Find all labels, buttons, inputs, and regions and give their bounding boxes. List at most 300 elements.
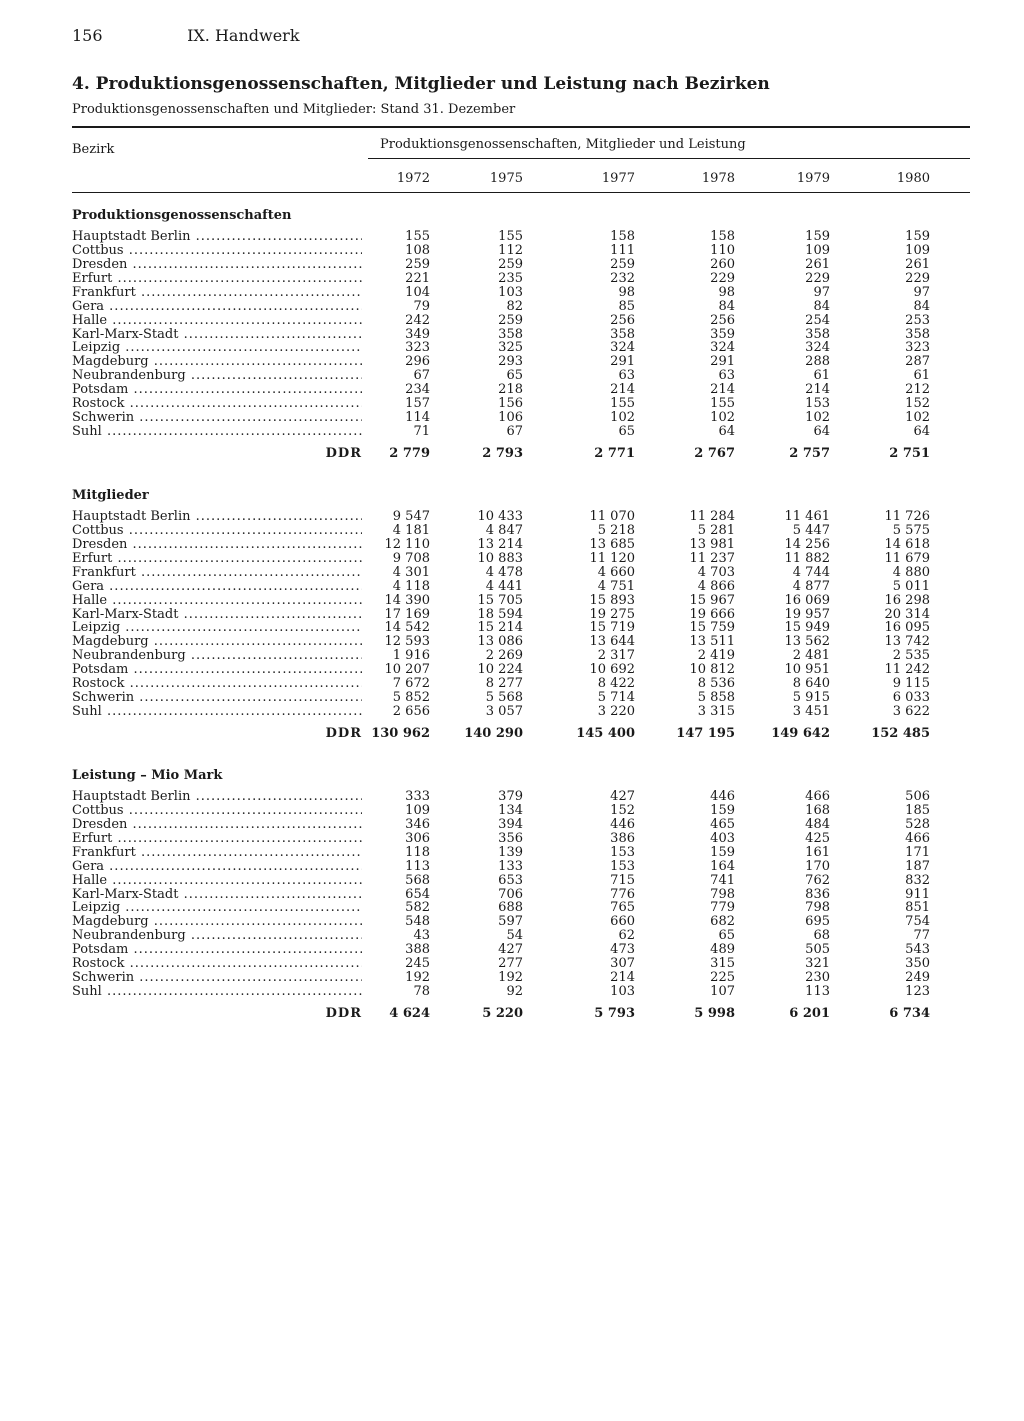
bezirk-name: Hauptstadt Berlin ..... <box>72 790 362 804</box>
table-cell: 229 <box>905 270 930 286</box>
table-cell: 16 298 <box>884 592 930 608</box>
table-cell: 323 <box>905 340 930 356</box>
table-cell: 11 882 <box>784 550 830 566</box>
table-cell: 153 <box>805 396 830 412</box>
table-cell: 256 <box>710 312 735 328</box>
table-cell: 446 <box>710 789 735 804</box>
table-cell: 13 981 <box>689 536 735 552</box>
table-cell: 64 <box>813 424 830 440</box>
table-cell: 2 656 <box>392 704 430 720</box>
table-cell: 3 451 <box>792 704 830 720</box>
table-cell: 157 <box>405 396 430 412</box>
bezirk-name: Magdeburg ..... <box>72 355 362 369</box>
table-cell: 65 <box>506 368 523 384</box>
table-cell: 358 <box>905 326 930 342</box>
table-cell: 11 284 <box>689 509 735 524</box>
table-cell: 1 916 <box>392 648 430 664</box>
table-row <box>0 832 1024 846</box>
table-cell: 13 086 <box>477 634 523 650</box>
table-cell: 765 <box>610 900 635 916</box>
table-cell: 4 877 <box>792 578 830 594</box>
table-cell: 85 <box>618 298 635 314</box>
table-cell: 379 <box>498 789 523 804</box>
table-cell: 65 <box>718 928 735 944</box>
table-cell: 98 <box>718 284 735 300</box>
table-cell: 427 <box>610 789 635 804</box>
table-row <box>0 524 1024 538</box>
total-cell: 2 771 <box>594 445 635 461</box>
table-cell: 171 <box>905 844 930 860</box>
table-row <box>0 915 1024 929</box>
table-cell: 102 <box>710 410 735 426</box>
table-cell: 229 <box>710 270 735 286</box>
table-cell: 187 <box>905 858 930 874</box>
table-cell: 232 <box>610 270 635 286</box>
table-cell: 103 <box>610 984 635 1000</box>
table-cell: 653 <box>498 872 523 888</box>
table-cell: 425 <box>805 830 830 846</box>
table-cell: 98 <box>618 284 635 300</box>
table-cell: 2 317 <box>597 648 635 664</box>
table-row <box>0 510 1024 524</box>
table-cell: 6 033 <box>892 690 930 706</box>
table-cell: 13 511 <box>689 634 735 650</box>
bezirk-name: Frankfurt ..... <box>72 566 362 580</box>
total-cell: 149 642 <box>771 725 830 741</box>
table-row <box>0 929 1024 943</box>
table-cell: 185 <box>905 802 930 818</box>
table-cell: 259 <box>498 256 523 272</box>
table-cell: 11 242 <box>884 662 930 678</box>
table-cell: 13 742 <box>884 634 930 650</box>
total-cell: 2 757 <box>789 445 830 461</box>
total-cell: 4 624 <box>389 1005 430 1021</box>
table-cell: 13 685 <box>589 536 635 552</box>
table-cell: 597 <box>498 914 523 930</box>
table-cell: 394 <box>498 816 523 832</box>
table-cell: 92 <box>506 984 523 1000</box>
table-row <box>0 860 1024 874</box>
table-cell: 155 <box>710 396 735 412</box>
table-row <box>0 397 1024 411</box>
total-cell: 5 998 <box>694 1005 735 1021</box>
table-cell: 15 967 <box>689 592 735 608</box>
table-cell: 12 110 <box>384 536 430 552</box>
total-cell: 140 290 <box>464 725 523 741</box>
table-cell: 159 <box>805 229 830 244</box>
table-cell: 159 <box>710 802 735 818</box>
chapter-title: IX. Handwerk <box>187 26 300 45</box>
table-cell: 103 <box>498 284 523 300</box>
table-cell: 104 <box>405 284 430 300</box>
bezirk-name: Cottbus ..... <box>72 524 362 538</box>
total-cell: 130 962 <box>371 725 430 741</box>
table-cell: 17 169 <box>384 606 430 622</box>
table-cell: 153 <box>610 858 635 874</box>
bezirk-name: Neubrandenburg ..... <box>72 649 362 663</box>
bezirk-name: Karl-Marx-Stadt ..... <box>72 328 362 342</box>
table-row <box>0 580 1024 594</box>
total-cell: 6 734 <box>889 1005 930 1021</box>
table-cell: 15 214 <box>477 620 523 636</box>
table-row <box>0 663 1024 677</box>
table-subtitle: Produktionsgenossenschaften und Mitglieder: Stand 31. Dezember <box>72 102 516 117</box>
table-cell: 350 <box>905 956 930 972</box>
table-row <box>0 888 1024 902</box>
bezirk-name: Dresden ..... <box>72 818 362 832</box>
table-cell: 288 <box>805 354 830 370</box>
table-cell: 8 536 <box>697 676 735 692</box>
table-cell: 11 237 <box>689 550 735 566</box>
year-header: 1980 <box>896 171 930 186</box>
bezirk-name: Gera ..... <box>72 580 362 594</box>
table-row <box>0 608 1024 622</box>
table-cell: 63 <box>618 368 635 384</box>
table-cell: 84 <box>813 298 830 314</box>
table-cell: 427 <box>498 942 523 958</box>
table-cell: 61 <box>913 368 930 384</box>
table-cell: 403 <box>710 830 735 846</box>
table-row <box>0 705 1024 719</box>
table-row <box>0 635 1024 649</box>
bezirk-name: Schwerin ..... <box>72 411 362 425</box>
bezirk-name: Halle ..... <box>72 594 362 608</box>
table-cell: 242 <box>405 312 430 328</box>
table-cell: 79 <box>413 298 430 314</box>
bezirk-name: Cottbus ..... <box>72 244 362 258</box>
table-cell: 254 <box>805 312 830 328</box>
table-cell: 11 726 <box>884 509 930 524</box>
table-cell: 134 <box>498 802 523 818</box>
table-cell: 798 <box>805 900 830 916</box>
year-header: 1975 <box>489 171 523 186</box>
bezirk-name: Erfurt ..... <box>72 832 362 846</box>
table-cell: 5 575 <box>892 522 930 538</box>
table-cell: 108 <box>405 242 430 258</box>
table-cell: 5 568 <box>485 690 523 706</box>
table-cell: 15 759 <box>689 620 735 636</box>
table-cell: 112 <box>498 242 523 258</box>
total-row <box>0 1007 1024 1021</box>
table-cell: 168 <box>805 802 830 818</box>
table-cell: 19 957 <box>784 606 830 622</box>
table-row <box>0 971 1024 985</box>
table-cell: 84 <box>913 298 930 314</box>
bezirk-name: Karl-Marx-Stadt ..... <box>72 608 362 622</box>
table-cell: 466 <box>905 830 930 846</box>
table-cell: 15 949 <box>784 620 830 636</box>
table-cell: 71 <box>413 424 430 440</box>
table-cell: 466 <box>805 789 830 804</box>
table-row <box>0 594 1024 608</box>
table-cell: 230 <box>805 970 830 986</box>
total-row <box>0 727 1024 741</box>
table-cell: 548 <box>405 914 430 930</box>
table-row <box>0 411 1024 425</box>
table-cell: 5 714 <box>597 690 635 706</box>
table-cell: 77 <box>913 928 930 944</box>
table-cell: 489 <box>710 942 735 958</box>
year-header: 1977 <box>601 171 635 186</box>
total-label: DDR <box>325 1005 362 1021</box>
table-cell: 291 <box>710 354 735 370</box>
table-cell: 155 <box>610 396 635 412</box>
total-cell: 2 751 <box>889 445 930 461</box>
total-row <box>0 447 1024 461</box>
table-cell: 762 <box>805 872 830 888</box>
table-cell: 5 915 <box>792 690 830 706</box>
table-cell: 5 858 <box>697 690 735 706</box>
total-label: DDR <box>325 725 362 741</box>
total-cell: 6 201 <box>789 1005 830 1021</box>
table-row <box>0 901 1024 915</box>
table-cell: 346 <box>405 816 430 832</box>
table-cell: 110 <box>710 242 735 258</box>
table-cell: 9 708 <box>392 550 430 566</box>
table-cell: 4 478 <box>485 564 523 580</box>
table-cell: 107 <box>710 984 735 1000</box>
table-cell: 97 <box>913 284 930 300</box>
table-cell: 5 852 <box>392 690 430 706</box>
total-cell: 145 400 <box>576 725 635 741</box>
table-cell: 214 <box>805 382 830 398</box>
table-cell: 67 <box>506 424 523 440</box>
year-header: 1979 <box>796 171 830 186</box>
table-cell: 153 <box>610 844 635 860</box>
table-row <box>0 244 1024 258</box>
bezirk-name: Cottbus ..... <box>72 804 362 818</box>
table-cell: 4 181 <box>392 522 430 538</box>
table-cell: 11 679 <box>884 550 930 566</box>
table-row <box>0 943 1024 957</box>
table-cell: 10 433 <box>477 509 523 524</box>
table-cell: 16 095 <box>884 620 930 636</box>
table-cell: 277 <box>498 956 523 972</box>
table-cell: 67 <box>413 368 430 384</box>
table-cell: 43 <box>413 928 430 944</box>
table-cell: 8 277 <box>485 676 523 692</box>
table-cell: 221 <box>405 270 430 286</box>
table-cell: 158 <box>710 229 735 244</box>
total-cell: 5 793 <box>594 1005 635 1021</box>
table-cell: 5 281 <box>697 522 735 538</box>
table-cell: 164 <box>710 858 735 874</box>
bezirk-name: Potsdam ..... <box>72 663 362 677</box>
table-row <box>0 286 1024 300</box>
table-cell: 18 594 <box>477 606 523 622</box>
table-cell: 19 275 <box>589 606 635 622</box>
table-cell: 97 <box>813 284 830 300</box>
table-cell: 152 <box>905 396 930 412</box>
column-header-bezirk: Bezirk <box>72 142 115 157</box>
total-cell: 2 767 <box>694 445 735 461</box>
table-cell: 358 <box>610 326 635 342</box>
table-row <box>0 258 1024 272</box>
table-row <box>0 230 1024 244</box>
table-cell: 4 660 <box>597 564 635 580</box>
table-row <box>0 369 1024 383</box>
table-cell: 333 <box>405 789 430 804</box>
bezirk-name: Halle ..... <box>72 314 362 328</box>
bezirk-name: Karl-Marx-Stadt ..... <box>72 888 362 902</box>
table-cell: 832 <box>905 872 930 888</box>
table-cell: 4 847 <box>485 522 523 538</box>
table-cell: 528 <box>905 816 930 832</box>
table-cell: 851 <box>905 900 930 916</box>
table-cell: 245 <box>405 956 430 972</box>
table-row <box>0 272 1024 286</box>
table-cell: 102 <box>805 410 830 426</box>
table-row <box>0 957 1024 971</box>
section-title: Leistung – Mio Mark <box>72 768 223 783</box>
table-cell: 259 <box>498 312 523 328</box>
table-row <box>0 846 1024 860</box>
table-cell: 582 <box>405 900 430 916</box>
table-cell: 465 <box>710 816 735 832</box>
table-cell: 506 <box>905 789 930 804</box>
table-cell: 4 751 <box>597 578 635 594</box>
bezirk-name: Erfurt ..... <box>72 552 362 566</box>
table-cell: 54 <box>506 928 523 944</box>
table-title: 4. Produktionsgenossenschaften, Mitglieder und Leistung nach Bezirken <box>72 74 770 94</box>
table-cell: 306 <box>405 830 430 846</box>
group-header-rule <box>368 158 970 159</box>
table-row <box>0 300 1024 314</box>
bezirk-name: Dresden ..... <box>72 258 362 272</box>
bezirk-name: Potsdam ..... <box>72 943 362 957</box>
table-cell: 78 <box>413 984 430 1000</box>
table-cell: 161 <box>805 844 830 860</box>
table-cell: 63 <box>718 368 735 384</box>
table-cell: 8 422 <box>597 676 635 692</box>
table-row <box>0 818 1024 832</box>
table-cell: 4 866 <box>697 578 735 594</box>
table-cell: 359 <box>710 326 735 342</box>
table-cell: 325 <box>498 340 523 356</box>
table-cell: 259 <box>610 256 635 272</box>
table-cell: 114 <box>405 410 430 426</box>
header-bottom-rule <box>72 192 970 193</box>
table-cell: 102 <box>905 410 930 426</box>
table-cell: 3 315 <box>697 704 735 720</box>
total-cell: 147 195 <box>676 725 735 741</box>
bezirk-name: Schwerin ..... <box>72 971 362 985</box>
table-cell: 261 <box>805 256 830 272</box>
table-cell: 543 <box>905 942 930 958</box>
table-cell: 156 <box>498 396 523 412</box>
bezirk-name: Suhl ..... <box>72 705 362 719</box>
table-cell: 10 812 <box>689 662 735 678</box>
table-cell: 3 622 <box>892 704 930 720</box>
table-cell: 214 <box>610 970 635 986</box>
table-cell: 155 <box>498 229 523 244</box>
table-row <box>0 355 1024 369</box>
table-cell: 315 <box>710 956 735 972</box>
table-cell: 192 <box>498 970 523 986</box>
table-cell: 682 <box>710 914 735 930</box>
table-cell: 15 893 <box>589 592 635 608</box>
table-cell: 225 <box>710 970 735 986</box>
table-cell: 82 <box>506 298 523 314</box>
bezirk-name: Potsdam ..... <box>72 383 362 397</box>
table-cell: 754 <box>905 914 930 930</box>
total-cell: 152 485 <box>871 725 930 741</box>
table-cell: 4 301 <box>392 564 430 580</box>
table-cell: 113 <box>405 858 430 874</box>
table-cell: 65 <box>618 424 635 440</box>
bezirk-name: Magdeburg ..... <box>72 635 362 649</box>
table-cell: 256 <box>610 312 635 328</box>
table-cell: 84 <box>718 298 735 314</box>
table-cell: 14 390 <box>384 592 430 608</box>
table-cell: 68 <box>813 928 830 944</box>
table-cell: 13 644 <box>589 634 635 650</box>
table-cell: 4 744 <box>792 564 830 580</box>
table-cell: 287 <box>905 354 930 370</box>
table-cell: 159 <box>905 229 930 244</box>
bezirk-name: Rostock ..... <box>72 957 362 971</box>
table-cell: 2 269 <box>485 648 523 664</box>
table-cell: 5 011 <box>892 578 930 594</box>
table-cell: 13 562 <box>784 634 830 650</box>
table-cell: 15 719 <box>589 620 635 636</box>
table-cell: 12 593 <box>384 634 430 650</box>
table-cell: 307 <box>610 956 635 972</box>
table-cell: 109 <box>905 242 930 258</box>
table-cell: 798 <box>710 886 735 902</box>
table-cell: 212 <box>905 382 930 398</box>
table-cell: 13 214 <box>477 536 523 552</box>
top-rule <box>72 126 970 128</box>
table-cell: 484 <box>805 816 830 832</box>
table-cell: 321 <box>805 956 830 972</box>
table-cell: 102 <box>610 410 635 426</box>
bezirk-name: Rostock ..... <box>72 397 362 411</box>
table-cell: 214 <box>610 382 635 398</box>
table-cell: 260 <box>710 256 735 272</box>
total-cell: 2 793 <box>482 445 523 461</box>
table-cell: 19 666 <box>689 606 735 622</box>
table-cell: 61 <box>813 368 830 384</box>
table-cell: 109 <box>805 242 830 258</box>
table-cell: 291 <box>610 354 635 370</box>
table-cell: 776 <box>610 886 635 902</box>
table-cell: 386 <box>610 830 635 846</box>
table-cell: 688 <box>498 900 523 916</box>
year-header: 1978 <box>701 171 735 186</box>
table-row <box>0 314 1024 328</box>
table-cell: 139 <box>498 844 523 860</box>
bezirk-name: Erfurt ..... <box>72 272 362 286</box>
table-cell: 836 <box>805 886 830 902</box>
table-cell: 10 207 <box>384 662 430 678</box>
table-cell: 7 672 <box>392 676 430 692</box>
table-cell: 152 <box>610 802 635 818</box>
table-cell: 779 <box>710 900 735 916</box>
table-row <box>0 383 1024 397</box>
table-cell: 10 692 <box>589 662 635 678</box>
table-row <box>0 538 1024 552</box>
table-cell: 4 118 <box>392 578 430 594</box>
table-cell: 706 <box>498 886 523 902</box>
table-cell: 324 <box>710 340 735 356</box>
table-cell: 11 070 <box>589 509 635 524</box>
bezirk-name: Rostock ..... <box>72 677 362 691</box>
table-cell: 133 <box>498 858 523 874</box>
table-cell: 349 <box>405 326 430 342</box>
column-header-group: Produktionsgenossenschaften, Mitglieder und Leistung <box>380 137 746 152</box>
table-cell: 358 <box>498 326 523 342</box>
